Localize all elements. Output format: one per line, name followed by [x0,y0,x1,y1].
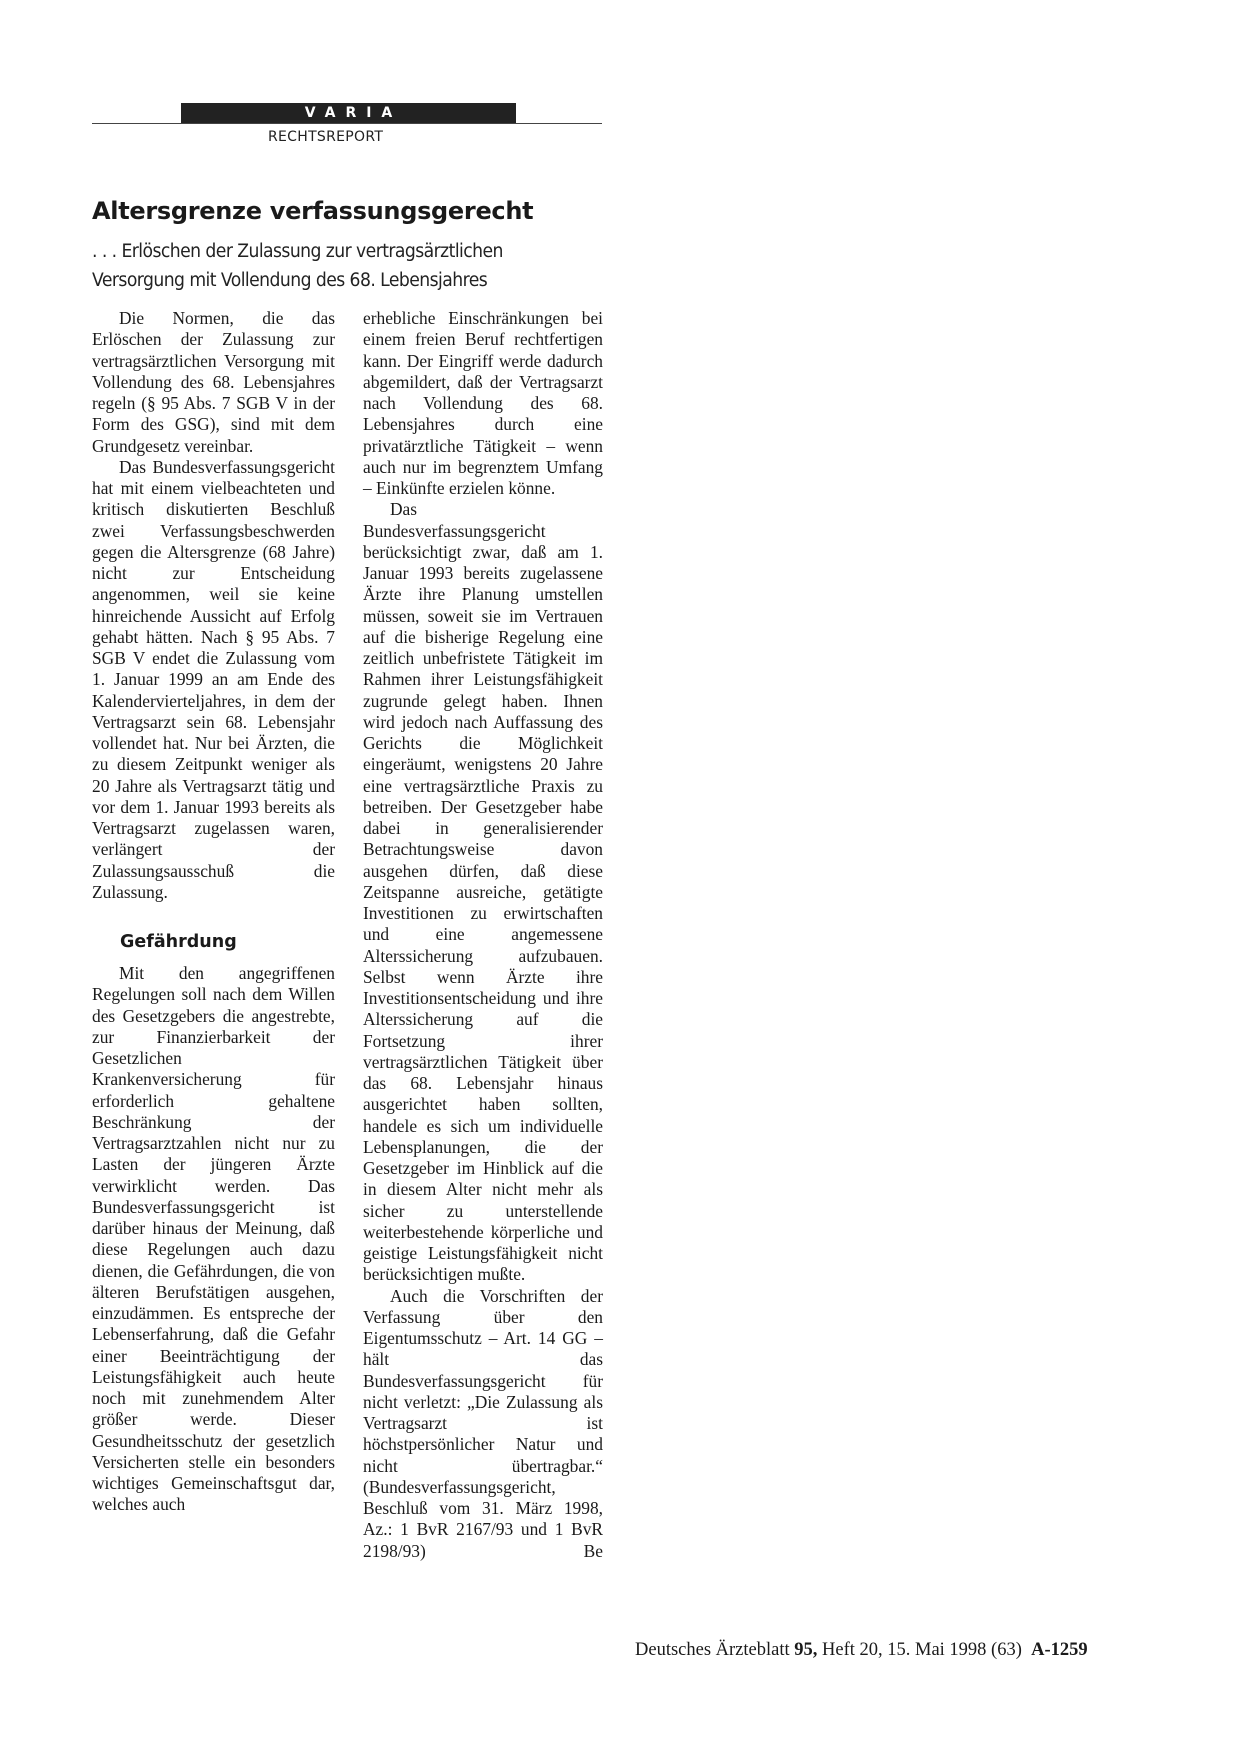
journal-volume: 95, [794,1640,818,1660]
right-column [363,308,603,1562]
subsection-label: RECHTSREPORT [268,129,384,145]
paragraph: Die Normen, die das Erlöschen der Zulassung zur vertragsärztlichen Versorgung mit Vollendung des 68. Lebensjahres regeln (§ 95 Abs. 7 SGB V in der Form des GSG), sind mit dem Grundgesetz vereinbar. [92,308,335,456]
page-footer [635,1640,1088,1661]
page-number: A-1259 [1031,1640,1088,1660]
author-signoff: Be [583,1540,603,1561]
left-column [92,308,335,1516]
paragraph: Das Bundesverfassungsgericht berücksichtigt zwar, daß am 1. Januar 1993 bereits zugelassene Ärzte ihre Planung umstellen müssen, soweit sie im Vertrauen auf die bisherige Regelung eine zeitlich unbefristete Tätigkeit im Rahmen ihrer Leistungsfähigkeit zugrunde gelegt haben. Ihnen wird jedoch nach Auffassung des Gerichts die Möglichkeit eingeräumt, wenigstens 20 Jahre eine vertragsärztliche Praxis zu betreiben. Der Gesetzgeber habe dabei in generalisierender Betrachtungsweise davon ausgehen dürfen, daß diese Zeitspanne ausreiche, getätigte Investitionen zu erwirtschaften und eine angemessene Alterssicherung aufzubauen. Selbst wenn Ärzte ihre Investitionsentscheidung und ihre Alterssicherung auf die Fortsetzung ihrer vertragsärztlichen Tätigkeit über das 68. Lebensjahr hinaus ausgerichtet haben sollten, handele es sich um individuelle Lebensplanungen, die der Gesetzgeber im Hinblick auf die in diesem Alter nicht mehr als sicher zu unterstellende weiterbestehende körperliche und geistige Leistungsfähigkeit nicht berücksichtigen mußte. [363,499,603,1285]
article-title: Altersgrenze verfassungsgerecht [92,197,534,225]
paragraph: erhebliche Einschränkungen bei einem freien Beruf rechtfertigen kann. Der Eingriff werde dadurch abgemildert, daß der Vertragsarzt nach Vollendung des 68. Lebensjahres durch eine privatärztliche Tätigkeit – wenn auch nur im begrenztem Umfang – Einkünfte erzielen könne. [363,308,603,498]
paragraph: Mit den angegriffenen Regelungen soll nach dem Willen des Gesetzgebers die angestrebte, zur Finanzierbarkeit der Gesetzlichen Krankenversicherung für erforderlich gehaltene Beschränkung der Vertragsarztzahlen nicht nur zu Lasten der jüngeren Ärzte verwirklicht werden. Das Bundesverfassungsgericht ist darüber hinaus der Meinung, daß diese Regelungen auch dazu dienen, die Gefährdungen, die von älteren Berufstätigen ausgehen, einzudämmen. Es entspreche der Lebenserfahrung, daß die Gefahr einer Beeinträchtigung der Leistungsfähigkeit auch heute noch mit zunehmendem Alter größer werde. Dieser Gesundheitsschutz der gesetzlich Versicherten stelle ein besonders wichtiges Gemeinschaftsgut dar, welches auch [92,963,335,1515]
journal-name: Deutsches Ärzteblatt [635,1640,790,1660]
section-heading: Gefährdung [120,932,237,952]
section-label: VARIA [181,103,516,123]
paragraph-text: Auch die Vorschriften der Verfassung über den Eigentumsschutz – Art. 14 GG – hält das Bundesverfassungsgericht für nicht verletzt: „Die Zulassung als Vertragsarzt ist höchstpersönlicher Natur und nicht übertragbar.“ (Bundesverfassungsgericht, Beschluß vom 31. März 1998, Az.: 1 BvR 2167/93 und 1 BvR 2198/93) [363,1285,603,1561]
article-subtitle: . . . Erlöschen der Zulassung zur vertragsärztlichen Versorgung mit Vollendung des 68. Lebensjahres [92,241,503,291]
paragraph: Das Bundesverfassungsgericht hat mit einem vielbeachteten und kritisch diskutierten Beschluß zwei Verfassungsbeschwerden gegen die Altersgrenze (68 Jahre) nicht zur Entscheidung angenommen, weil sie keine hinreichende Aussicht auf Erfolg gehabt hätten. Nach § 95 Abs. 7 SGB V endet die Zulassung vom 1. Januar 1999 an am Ende des Kalendervierteljahres, in dem der Vertragsarzt sein 68. Lebensjahr vollendet hat. Nur bei Ärzten, die zu diesem Zeitpunkt weniger als 20 Jahre als Vertragsarzt tätig und vor dem 1. Januar 1993 bereits als Vertragsarzt zugelassen waren, verlängert der Zulassungsausschuß die Zulassung. [92,456,335,902]
paragraph [363,1286,603,1562]
issue-date: Heft 20, 15. Mai 1998 (63) [822,1640,1022,1660]
header-rule [92,123,602,124]
